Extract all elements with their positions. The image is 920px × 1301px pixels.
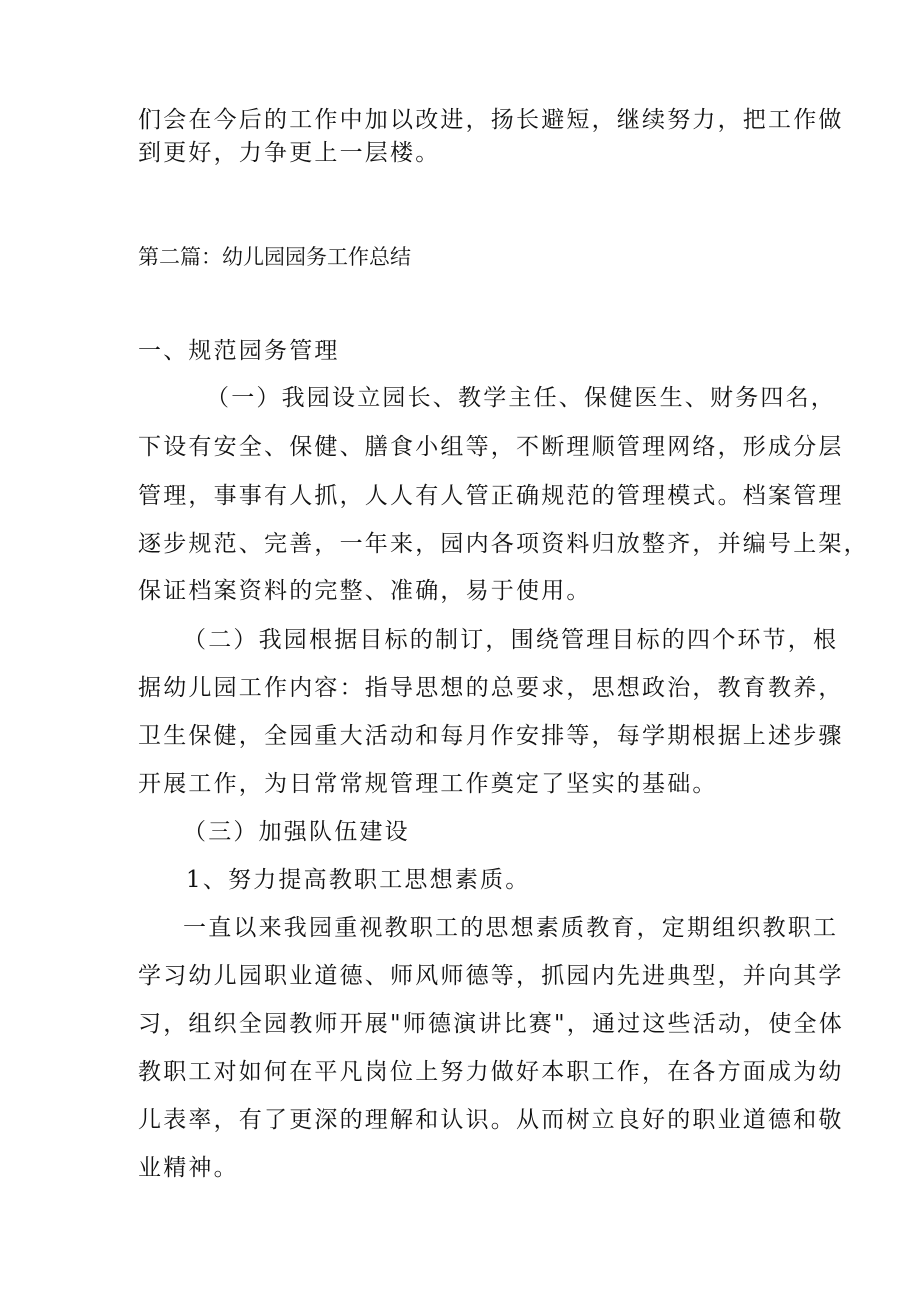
paragraph-1-line-3: 管理，事事有人抓，人人有人管正确规范的管理模式。档案管理 — [138, 483, 844, 509]
paragraph-4-line-5: 儿表率，有了更深的理解和认识。从而树立良好的职业道德和敬 — [138, 1107, 844, 1133]
paragraph-2-line-4: 开展工作，为日常常规管理工作奠定了坚实的基础。 — [138, 771, 718, 797]
section-title: 第二篇：幼儿园园务工作总结 — [138, 245, 411, 269]
subsection-title: 一、规范园务管理 — [138, 338, 340, 364]
paragraph-4-line-3: 习，组织全园教师开展"师德演讲比赛"，通过这些活动，使全体 — [138, 1011, 844, 1037]
paragraph-1-line-1: （一）我园设立园长、教学主任、保健医生、财务四名， — [206, 385, 836, 411]
item-1-title: 1、努力提高教职工思想素质。 — [186, 867, 531, 893]
paragraph-1-line-2: 下设有安全、保健、膳食小组等，不断理顺管理网络，形成分层 — [138, 434, 844, 460]
paragraph-2-line-2: 据幼儿园工作内容：指导思想的总要求，思想政治，教育教养， — [138, 675, 844, 701]
paragraph-4-line-1: 一直以来我园重视教职工的思想素质教育，定期组织教职工 — [183, 915, 839, 941]
paragraph-1-line-5: 保证档案资料的完整、准确，易于使用。 — [138, 578, 592, 604]
paragraph-4-line-2: 学习幼儿园职业道德、师风师德等，抓园内先进典型，并向其学 — [138, 963, 844, 989]
paragraph-4-line-6: 业精神。 — [138, 1155, 239, 1181]
paragraph-2-line-1: （二）我园根据目标的制订，围绕管理目标的四个环节，根 — [183, 627, 839, 653]
continuation-line-1: 们会在今后的工作中加以改进，扬长避短，继续努力，把工作做 — [138, 107, 844, 133]
paragraph-4-line-4: 教职工对如何在平凡岗位上努力做好本职工作，在各方面成为幼 — [138, 1059, 844, 1085]
paragraph-1-line-4: 逐步规范、完善，一年来，园内各项资料归放整齐，并编号上架， — [138, 531, 869, 557]
paragraph-2-line-3: 卫生保健，全园重大活动和每月作安排等，每学期根据上述步骤 — [138, 723, 844, 749]
paragraph-3-title: （三）加强队伍建设 — [183, 819, 410, 845]
continuation-line-2: 到更好，力争更上一层楼。 — [138, 140, 441, 166]
